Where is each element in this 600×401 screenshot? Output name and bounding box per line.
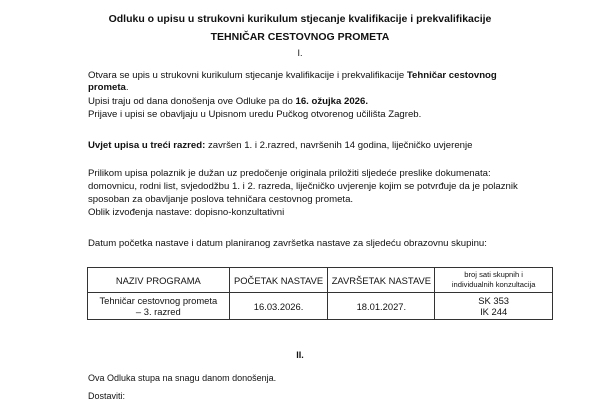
cell-start-date: 16.03.2026.: [229, 293, 328, 320]
program-name-bold: Tehničar cestovnog: [406, 70, 497, 81]
program-table: [87, 267, 553, 320]
paragraph-documents-line1: Prilikom upisa polaznik je dužan uz predočenje originala priložiti sljedeće preslike dokumenata:: [88, 168, 491, 179]
section-2-label: II.: [296, 350, 304, 360]
entry-conditions-label: Uvjet upisa u treći razred:: [88, 140, 206, 151]
paragraph-dates-intro: Datum početka nastave i datum planiranog završetka nastave za sljedeću obrazovnu skupinu:: [88, 238, 487, 249]
header-hours-line1: broj sati skupnih i: [464, 270, 523, 279]
header-consultation-hours: [435, 268, 553, 293]
paragraph-documents-line2: domovnicu, rodni list, svjedodžbu 1. i 2. razreda, liječničko uvjerenje kojim se potvrđuje da je polaznik: [88, 181, 518, 192]
cell-end-date: 18.01.2027.: [328, 293, 435, 320]
paragraph-entry-conditions: [88, 140, 472, 152]
deadline-date: 16. ožujka 2026.: [295, 96, 369, 107]
header-end-date: ZAVRŠETAK NASTAVE: [328, 268, 435, 293]
cell-program-name: [88, 293, 230, 320]
deadline-text: Upisi traju od dana donošenja ove Odluke pa do: [88, 96, 296, 107]
paragraph-program-text: Otvara se upis u strukovni kurikulum stjecanje kvalifikacije i prekvalifikacije: [88, 70, 407, 81]
program-name-line1: Tehničar cestovnog prometa: [99, 295, 218, 306]
cell-consultation-hours: [435, 293, 553, 320]
ik-hours: IK 244: [480, 306, 508, 317]
table-header-row: [88, 268, 553, 293]
paragraph-program-line2: [88, 82, 129, 94]
document-title-line1: Odluku o upisu u strukovni kurikulum stjecanje kvalifikacije i prekvalifikacije: [108, 13, 492, 25]
section-1-label: I.: [297, 48, 303, 58]
document-title-line2: TEHNIČAR CESTOVNOG PROMETA: [210, 31, 390, 43]
paragraph-teaching-form: Oblik izvođenja nastave: dopisno-konzultativni: [88, 207, 285, 218]
program-name-bold-cont: prometa: [88, 82, 126, 93]
table-row: [88, 293, 553, 320]
entry-conditions-text: završen 1. i 2.razred, navršenih 14 godina, liječničko uvjerenje: [205, 140, 473, 151]
paragraph-registration-office: Prijave i upisi se obavljaju u Upisnom uredu Pučkog otvorenog učilišta Zagreb.: [88, 109, 422, 120]
period: .: [125, 82, 129, 93]
header-hours-line2: individualnih konzultacija: [451, 280, 536, 289]
paragraph-deadline: [88, 96, 368, 108]
header-program-name: NAZIV PROGRAMA: [88, 268, 230, 293]
paragraph-documents-line3: sposoban za obavljanje poslova tehničara cestovnog prometa.: [88, 194, 354, 205]
program-name-line2: – 3. razred: [135, 306, 181, 317]
header-start-date: POČETAK NASTAVE: [229, 268, 328, 293]
sk-hours: SK 353: [478, 295, 510, 306]
paragraph-program-line1: [88, 70, 497, 82]
closing-statement: Ova Odluka stupa na snagu danom donošenja.: [88, 373, 277, 383]
delivery-label: Dostaviti:: [88, 391, 126, 401]
